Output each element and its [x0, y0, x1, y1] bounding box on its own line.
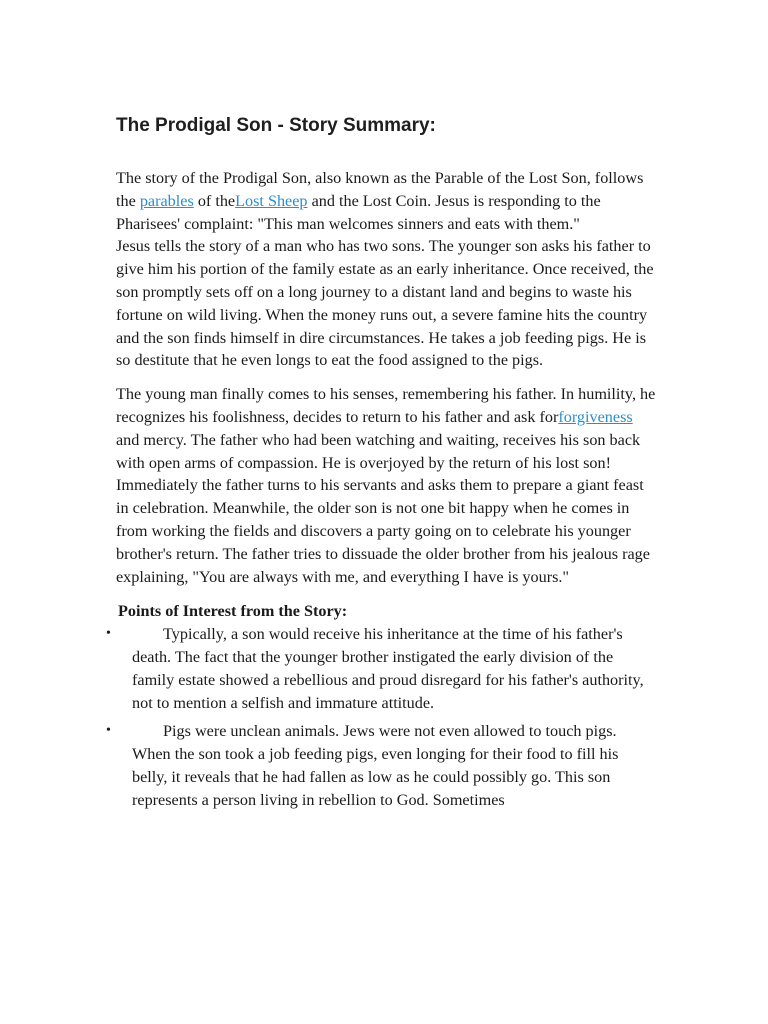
return-paragraph	[116, 383, 656, 588]
bullet-text: Typically, a son would receive his inheritance at the time of his father's death. The fact that the younger brother instigated the early division of the family estate showed a rebellious and proud disregard for his father's authority, not to mention a selfish and immature attitude.	[132, 625, 644, 712]
list-item	[106, 623, 656, 714]
forgiveness-link[interactable]: forgiveness	[558, 407, 633, 426]
points-list	[106, 623, 656, 811]
bullet-text: Pigs were unclean animals. Jews were not even allowed to touch pigs. When the son took a job feeding pigs, even longing for their food to fill his belly, it reveals that he had fallen as low as he could possibly go. This son represents a person living in rebellion to God. Sometimes	[132, 722, 619, 809]
lost-sheep-link[interactable]: Lost Sheep	[235, 191, 308, 210]
points-heading: Points of Interest from the Story:	[118, 602, 348, 621]
bullet-icon: •	[106, 626, 111, 642]
return-text-1: The young man finally comes to his senses, remembering his father. In humility, he recognizes his foolishness, decides to return to his father and ask for	[116, 385, 656, 426]
intro-text-3: and the Lost Coin. Jesus is responding to the Pharisees' complaint: "This man welcomes sinners and eats with them."	[116, 191, 601, 233]
story-paragraph: Jesus tells the story of a man who has two sons. The younger son asks his father to give him his portion of the family estate as an early inheritance. Once received, the son promptly sets off on a long journey to a distant land and begins to waste his fortune on wild living. When the money runs out, a severe famine hits the country and the son finds himself in dire circumstances. He takes a job feeding pigs. He is so destitute that he even longs to eat the food assigned to the pigs.	[116, 237, 654, 370]
intro-paragraph	[116, 167, 656, 235]
intro-text-1: The story of the Prodigal Son, also known as the Parable of the Lost Son, follows the	[116, 169, 644, 210]
return-text-2: and mercy. The father who had been watching and waiting, receives his son back with open arms of compassion. He is overjoyed by the return of his lost son! Immediately the father turns to his servants and asks them to prepare a giant feast in celebration. Meanwhile, the older son is not one bit happy when he comes in from working the fields and discovers a party going on to celebrate his younger brother's return. The father tries to dissuade the older brother from his jealous rage explaining, "You are always with me, and everything I have is yours."	[116, 430, 650, 586]
intro-text-2: of the	[193, 191, 236, 210]
document-page	[106, 114, 656, 812]
list-item	[106, 720, 656, 811]
parables-link[interactable]: parables	[139, 191, 194, 210]
page-title: The Prodigal Son - Story Summary:	[116, 115, 436, 136]
bullet-icon: •	[106, 723, 111, 739]
